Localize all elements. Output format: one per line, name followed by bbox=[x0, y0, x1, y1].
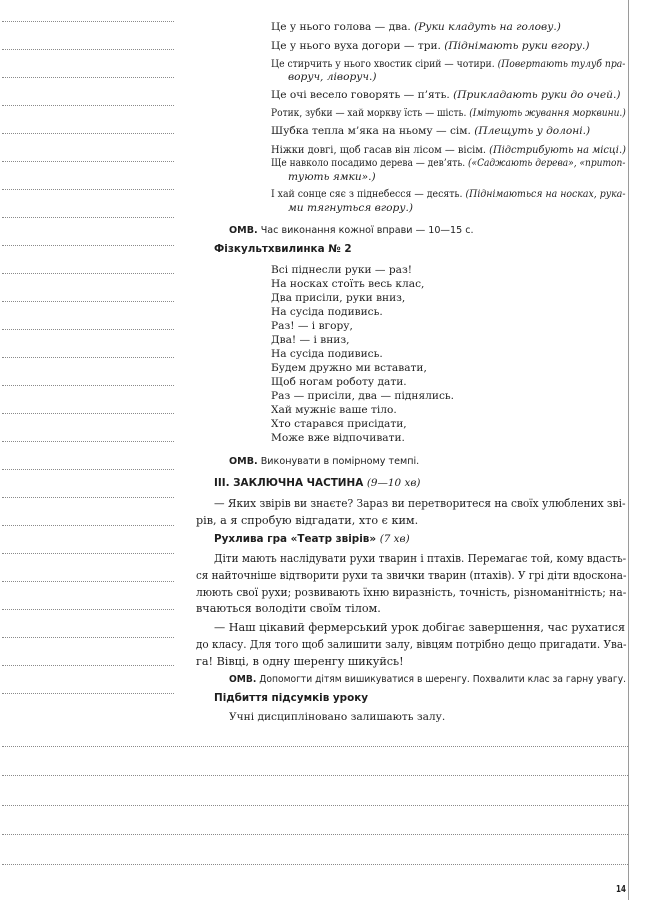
verse1-line: Ротик, зубки — хай моркву їсть — шість. (Імітують жування морквини.) bbox=[271, 107, 626, 119]
note-line bbox=[2, 834, 628, 835]
margin-line bbox=[2, 665, 174, 666]
margin-line bbox=[2, 217, 174, 218]
margin-line bbox=[2, 301, 174, 302]
verse2-line: На сусіда подивись. bbox=[271, 306, 383, 318]
verse2-line: Може вже відпочивати. bbox=[271, 432, 405, 444]
omv-note: ОМВ. Допомогти дітям вишикуватися в шеренгу. Похвалити клас за гарну увагу. bbox=[229, 674, 627, 685]
verse2-line: Хто старався присідати, bbox=[271, 418, 407, 430]
margin-line bbox=[2, 49, 174, 50]
margin-line bbox=[2, 357, 174, 358]
margin-line bbox=[2, 637, 174, 638]
verse1-line: Шубка тепла м’яка на ньому — сім. (Плещуть у долоні.) bbox=[271, 125, 591, 137]
paragraph-line: — Яких звірів ви знаєте? Зараз ви перетворитеся на своїх улюблених зві- bbox=[214, 497, 626, 510]
paragraph-line: Діти мають наслідувати рухи тварин і птахів. Перемагає той, кому вдасть- bbox=[214, 552, 627, 565]
margin-line bbox=[2, 133, 174, 134]
verse2-line: На носках стоїть весь клас, bbox=[271, 278, 425, 290]
summary-text: Учні дисципліновано залишають залу. bbox=[229, 711, 446, 723]
verse2-line: Всі піднесли руки — раз! bbox=[271, 264, 413, 276]
margin-line bbox=[2, 441, 174, 442]
margin-line bbox=[2, 469, 174, 470]
verse2-line: Раз! — і вгору, bbox=[271, 320, 353, 332]
verse1-line-cont: ми тягнуться вгору.) bbox=[288, 202, 413, 214]
paragraph-line: га! Вівці, в одну шеренгу шикуйсь! bbox=[196, 655, 404, 668]
margin-line bbox=[2, 329, 174, 330]
verse2-line: Будем дружно ми вставати, bbox=[271, 362, 427, 374]
paragraph-line: ся найточніше відтворити рухи та звички тварин (птахів). У грі діти вдоскона- bbox=[196, 569, 627, 582]
verse1-line: Ще навколо посадимо дерева — дев’ять. («Саджають дерева», «притоп- bbox=[271, 157, 626, 169]
margin-line bbox=[2, 609, 174, 610]
paragraph-line: вчаються володіти своїм тілом. bbox=[196, 602, 381, 615]
margin-line bbox=[2, 413, 174, 414]
omv-note: ОМВ. Виконувати в помірному темпі. bbox=[229, 456, 420, 467]
heading-part-3: ІІІ. ЗАКЛЮЧНА ЧАСТИНА (9—10 хв) bbox=[214, 477, 421, 489]
verse2-line: На сусіда подивись. bbox=[271, 348, 383, 360]
verse1-line: Це стирчить у нього хвостик сірий — чотири. (Повертають тулуб пра- bbox=[271, 58, 626, 70]
verse2-line: Раз — присіли, два — піднялись. bbox=[271, 390, 455, 402]
verse1-line-cont: воруч, ліворуч.) bbox=[288, 71, 377, 83]
verse1-line: Це у нього голова — два. (Руки кладуть на голову.) bbox=[271, 21, 561, 33]
verse1-line: Це очі весело говорять — п’ять. (Прикладають руки до очей.) bbox=[271, 89, 621, 101]
margin-line bbox=[2, 77, 174, 78]
paragraph-line: — Наш цікавий фермерський урок добігає завершення, час рухатися bbox=[214, 621, 626, 634]
margin-note-lines bbox=[0, 0, 180, 900]
omv-note: ОМВ. Час виконання кожної вправи — 10—15 с. bbox=[229, 225, 474, 236]
note-line bbox=[2, 805, 628, 806]
margin-line bbox=[2, 189, 174, 190]
margin-line bbox=[2, 161, 174, 162]
verse1-line: Ніжки довгі, щоб гасав він лісом — вісім. (Підстрибують на місці.) bbox=[271, 144, 626, 156]
verse1-line: І хай сонце сяє з піднебесся — десять. (Піднімаються на носках, рука- bbox=[271, 188, 626, 200]
heading-fizkult-2: Фізкультхвилинка № 2 bbox=[214, 243, 352, 255]
verse1-line: Це у нього вуха догори — три. (Піднімають руки вгору.) bbox=[271, 40, 590, 52]
margin-line bbox=[2, 21, 174, 22]
heading-game: Рухлива гра «Театр звірів» (7 хв) bbox=[214, 533, 410, 545]
paragraph-line: рів, а я спробую відгадати, хто є ким. bbox=[196, 514, 419, 527]
verse1-line-cont: тують ямки».) bbox=[288, 171, 376, 183]
margin-line bbox=[2, 693, 174, 694]
paragraph-line: до класу. Для того щоб залишити залу, вівцям потрібно дещо пригадати. Ува- bbox=[196, 638, 627, 651]
verse2-line: Хай мужніє ваше тіло. bbox=[271, 404, 397, 416]
margin-line bbox=[2, 273, 174, 274]
margin-line bbox=[2, 497, 174, 498]
verse2-line: Два присіли, руки вниз, bbox=[271, 292, 406, 304]
margin-line bbox=[2, 581, 174, 582]
note-line bbox=[2, 775, 628, 776]
note-line bbox=[2, 746, 628, 747]
margin-line bbox=[2, 385, 174, 386]
verse2-line: Два! — і вниз, bbox=[271, 334, 350, 346]
margin-line bbox=[2, 553, 174, 554]
verse2-line: Щоб ногам роботу дати. bbox=[271, 376, 407, 388]
margin-line bbox=[2, 525, 174, 526]
heading-summary: Підбиття підсумків уроку bbox=[214, 692, 369, 704]
note-line bbox=[2, 864, 628, 865]
page-number: 14 bbox=[616, 884, 626, 895]
margin-line bbox=[2, 105, 174, 106]
paragraph-line: люють свої рухи; розвивають їхню виразність, точність, різноманітність; на- bbox=[196, 586, 627, 599]
margin-line bbox=[2, 245, 174, 246]
right-margin-rule bbox=[628, 0, 629, 900]
